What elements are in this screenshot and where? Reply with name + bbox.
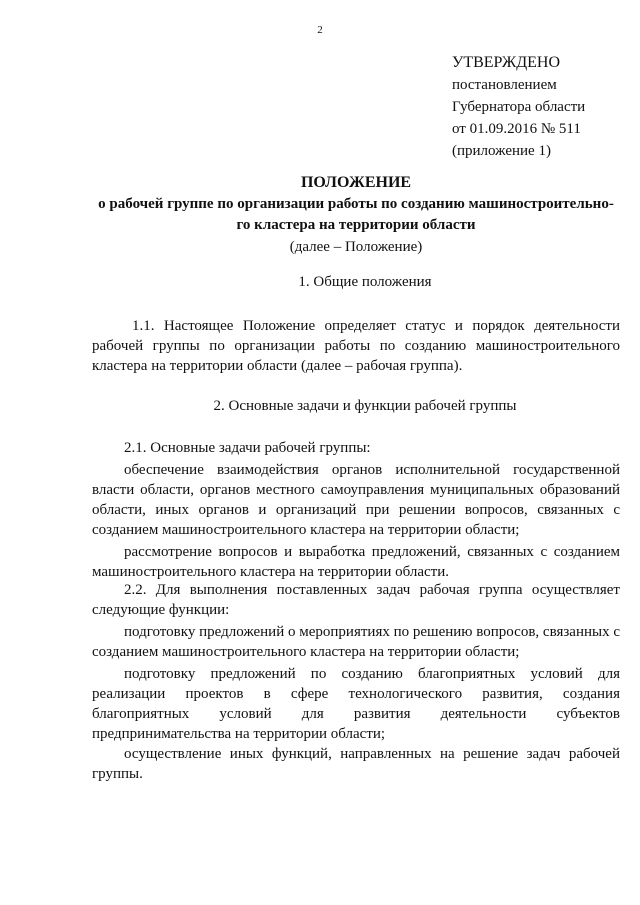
section-1-heading: 1. Общие положения xyxy=(298,274,432,290)
title-line-1: о рабочей группе по организации работы по созданию машиностроительно- xyxy=(98,195,614,212)
paragraph-2-2: 2.2. Для выполнения поставленных задач рабочая группа осуществляет следующие функции: xyxy=(92,582,620,618)
paragraph-2-2-a: подготовку предложений о мероприятиях по решению вопросов, связанных с созданием машиностроительного кластера на территории области; xyxy=(92,624,620,660)
approval-line-governor: Губернатора области xyxy=(452,99,586,115)
paragraph-2-1-b: рассмотрение вопросов и выработка предложений, связанных с созданием машиностроительного кластера на территории области. xyxy=(92,544,620,580)
section-2-heading: 2. Основные задачи и функции рабочей группы xyxy=(213,398,517,414)
paragraph-2-2-b: подготовку предложений по созданию благоприятных условий для реализации проектов в сфере технологического развития, создания благоприятных условий для развития деятельности субъектов предпринимательства на территории области; xyxy=(92,666,620,742)
paragraph-2-1-a: обеспечение взаимодействия органов исполнительной государственной власти области, органов местного самоуправления муниципальных образований области, иных органов и организаций при решении вопросов, связанных с созданием машиностроительного кластера на территории области; xyxy=(92,462,620,538)
approval-line-resolution: постановлением xyxy=(452,77,557,93)
paragraph-2-2-c: осуществление иных функций, направленных на решение задач рабочей группы. xyxy=(92,746,620,782)
approval-line-approved: УТВЕРЖДЕНО xyxy=(452,54,561,71)
paragraph-2-1: 2.1. Основные задачи рабочей группы: xyxy=(124,440,371,456)
page-number: 2 xyxy=(317,24,323,36)
approval-line-date-number: от 01.09.2016 № 511 xyxy=(452,121,581,137)
title-line-2: го кластера на территории области xyxy=(236,217,476,233)
document-title xyxy=(92,172,620,258)
paragraph-1-1: 1.1. Настоящее Положение определяет статус и порядок деятельности рабочей группы по организации работы по созданию машиностроительного кластера на территории области (далее – рабочая группа). xyxy=(92,318,620,374)
approval-line-appendix: (приложение 1) xyxy=(452,143,551,159)
approval-stamp xyxy=(452,52,585,162)
title-line-3: (далее – Положение) xyxy=(289,238,423,255)
title-heading: ПОЛОЖЕНИЕ xyxy=(300,174,412,191)
